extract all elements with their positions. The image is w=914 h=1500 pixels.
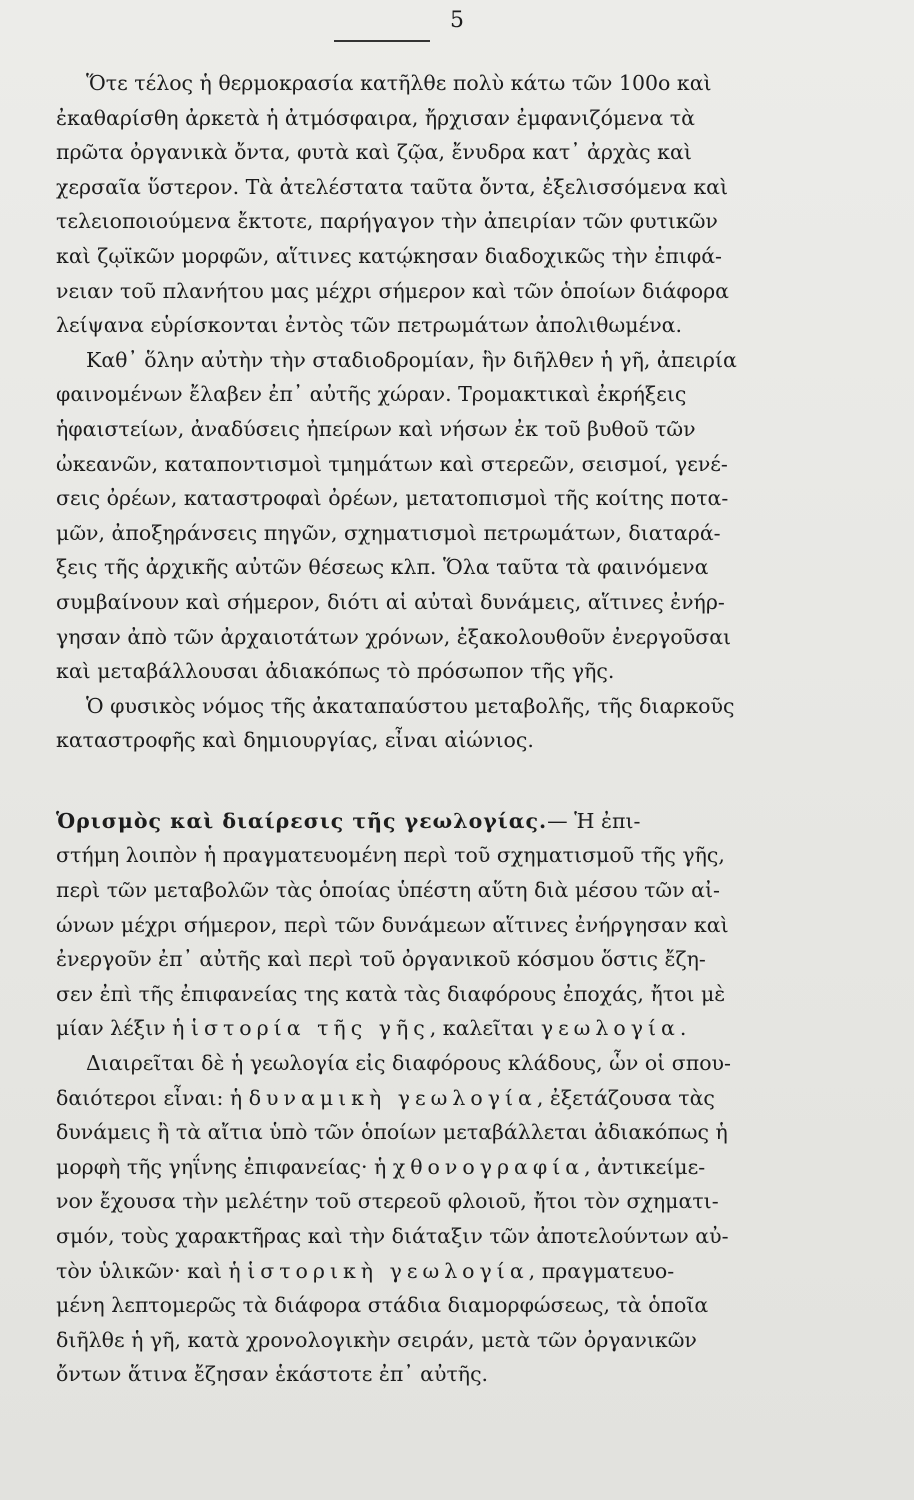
text-line: σεις ὀρέων, καταστροφαὶ ὀρέων, μετατοπισμοὶ τῆς κοίτης ποτα- [56,486,729,511]
text-run: — Ἡ ἐπι- [547,808,641,833]
text-line: ἡφαιστείων, ἀναδύσεις ἠπείρων καὶ νήσων ἐκ τοῦ βυθοῦ τῶν [56,416,696,441]
text-line: συμβαίνουν καὶ σήμερον, διότι αἱ αὐταὶ δυνάμεις, αἵτινες ἐνήρ- [56,589,725,614]
emphasized-term: χθονογραφία [392,1154,585,1179]
text-line: στήμη λοιπὸν ἡ πραγματευομένη περὶ τοῦ σχηματισμοῦ τῆς γῆς, [56,843,725,868]
text-run: . [679,1016,687,1041]
text-run: , ἀντικείμε- [584,1154,706,1179]
text-line: ἐκαθαρίσθη ἀρκετὰ ἡ ἀτμόσφαιρα, ἤρχισαν ἐμφανιζόμενα τὰ [56,105,695,130]
text-line: σμόν, τοὺς χαρακτῆρας καὶ τὴν διάταξιν τῶν ἀποτελούντων αὐ- [56,1224,729,1248]
page-number: 5 [450,8,464,33]
text-line: σεν ἐπὶ τῆς ἐπιφανείας της κατὰ τὰς διαφόρους ἐποχάς, ἤτοι μὲ [56,981,726,1006]
text-line: νειαν τοῦ πλανήτου μας μέχρι σήμερον καὶ τῶν ὁποίων διάφορα [56,278,729,303]
text-line: πρῶτα ὀργανικὰ ὄντα, φυτὰ καὶ ζῷα, ἔνυδρα κατ᾽ ἀρχὰς καὶ [56,140,692,165]
header-rule [334,40,430,42]
text-line [56,1011,866,1046]
text-line: μῶν, ἀποξηράνσεις πηγῶν, σχηματισμοὶ πετρωμάτων, διαταρά- [56,520,721,545]
text-line: ὄντων ἅτινα ἔζησαν ἑκάστοτε ἐπ᾽ αὐτῆς. [56,1362,489,1387]
text-line: καὶ ζῳϊκῶν μορφῶν, αἵτινες κατῴκησαν διαδοχικῶς τὴν ἐπιφά- [56,243,722,268]
text-line: Διαιρεῖται δὲ ἡ γεωλογία εἰς διαφόρους κλάδους, ὧν οἱ σπου- [86,1051,731,1076]
emphasized-term: γεωλογία [540,1016,680,1041]
section-gap [56,758,866,804]
text-line: ἐνεργοῦν ἐπ᾽ αὐτῆς καὶ περὶ τοῦ ὀργανικοῦ κόσμου ὅστις ἔζη- [56,947,706,972]
text-line: διῆλθε ἡ γῆ, κατὰ χρονολογικὴν σειράν, μετὰ τῶν ὀργανικῶν [56,1327,697,1352]
text-line: ξεις τῆς ἀρχικῆς αὐτῶν θέσεως κλπ. Ὅλα ταῦτα τὰ φαινόμενα [56,555,709,580]
text-line: δυνάμεις ἢ τὰ αἴτια ὑπὸ τῶν ὁποίων μεταβάλλεται ἀδιακόπως ἡ [56,1120,728,1145]
emphasized-term: δυναμικὴ γεωλογία [248,1085,537,1110]
text-line: καὶ μεταβάλλουσαι ἀδιακόπως τὸ πρόσωπον τῆς γῆς. [56,659,615,684]
text-run: τὸν ὑλικῶν· καὶ ἡ [56,1258,248,1283]
text-line: περὶ τῶν μεταβολῶν τὰς ὁποίας ὑπέστη αὕτη διὰ μέσου τῶν αἰ- [56,878,720,903]
text-line [56,1081,866,1116]
text-line: Ὁ φυσικὸς νόμος τῆς ἀκαταπαύστου μεταβολῆς, τῆς διαρκοῦς [86,693,735,718]
emphasized-term: ἱστορικὴ γεωλογία [247,1258,529,1283]
text-line: ὠκεανῶν, καταποντισμοὶ τμημάτων καὶ στερεῶν, σεισμοί, γενέ- [56,451,728,476]
text-line: τελειοποιούμενα ἔκτοτε, παρήγαγον τὴν ἀπειρίαν τῶν φυτικῶν [56,209,718,234]
text-line: χερσαῖα ὕστερον. Τὰ ἀτελέστατα ταῦτα ὄντα, ἐξελισσόμενα καὶ [56,174,729,199]
text-run: , ἐξετάζουσα τὰς [536,1085,715,1110]
text-line: καταστροφῆς καὶ δημιουργίας, εἶναι αἰώνιος. [56,728,534,753]
text-run: , πραγματευο- [528,1258,675,1283]
text-line: νον ἔχουσα τὴν μελέτην τοῦ στερεοῦ φλοιοῦ, ἤτοι τὸν σχηματι- [56,1189,719,1214]
text-line [56,1150,866,1185]
text-line: Καθ᾽ ὅλην αὐτὴν τὴν σταδιοδρομίαν, ἣν διῆλθεν ἡ γῆ, ἀπειρία [86,347,737,372]
text-line: γησαν ἀπὸ τῶν ἀρχαιοτάτων χρόνων, ἐξακολουθοῦν ἐνεργοῦσαι [56,624,732,649]
text-run: δαιότεροι εἶναι: ἡ [56,1085,249,1110]
text-run: μορφὴ τῆς γηΐνης ἐπιφανείας· ἡ [56,1154,393,1179]
text-run: , καλεῖται [429,1016,541,1041]
text-line [56,804,866,839]
text-line: ώνων μέχρι σήμερον, περὶ τῶν δυνάμεων αἵτινες ἐνήργησαν καὶ [56,912,729,937]
text-line: λείψανα εὑρίσκονται ἐντὸς τῶν πετρωμάτων ἀπολιθωμένα. [56,313,683,338]
text-line: φαινομένων ἔλαβεν ἐπ᾽ αὐτῆς χώραν. Τρομακτικαὶ ἐκρήξεις [56,382,687,407]
section-heading: Ὁρισμὸς καὶ διαίρεσις τῆς γεωλογίας. [56,808,548,833]
text-line [56,1254,866,1289]
emphasized-term: ἱστορία τῆς γῆς [190,1016,430,1041]
text-line: μένη λεπτομερῶς τὰ διάφορα στάδια διαμορφώσεως, τὰ ὁποῖα [56,1293,709,1318]
page-text [56,66,866,1392]
text-line: Ὅτε τέλος ἡ θερμοκρασία κατῆλθε πολὺ κάτω τῶν 100ο καὶ [86,71,712,95]
text-run: μίαν λέξιν ἡ [56,1016,191,1041]
